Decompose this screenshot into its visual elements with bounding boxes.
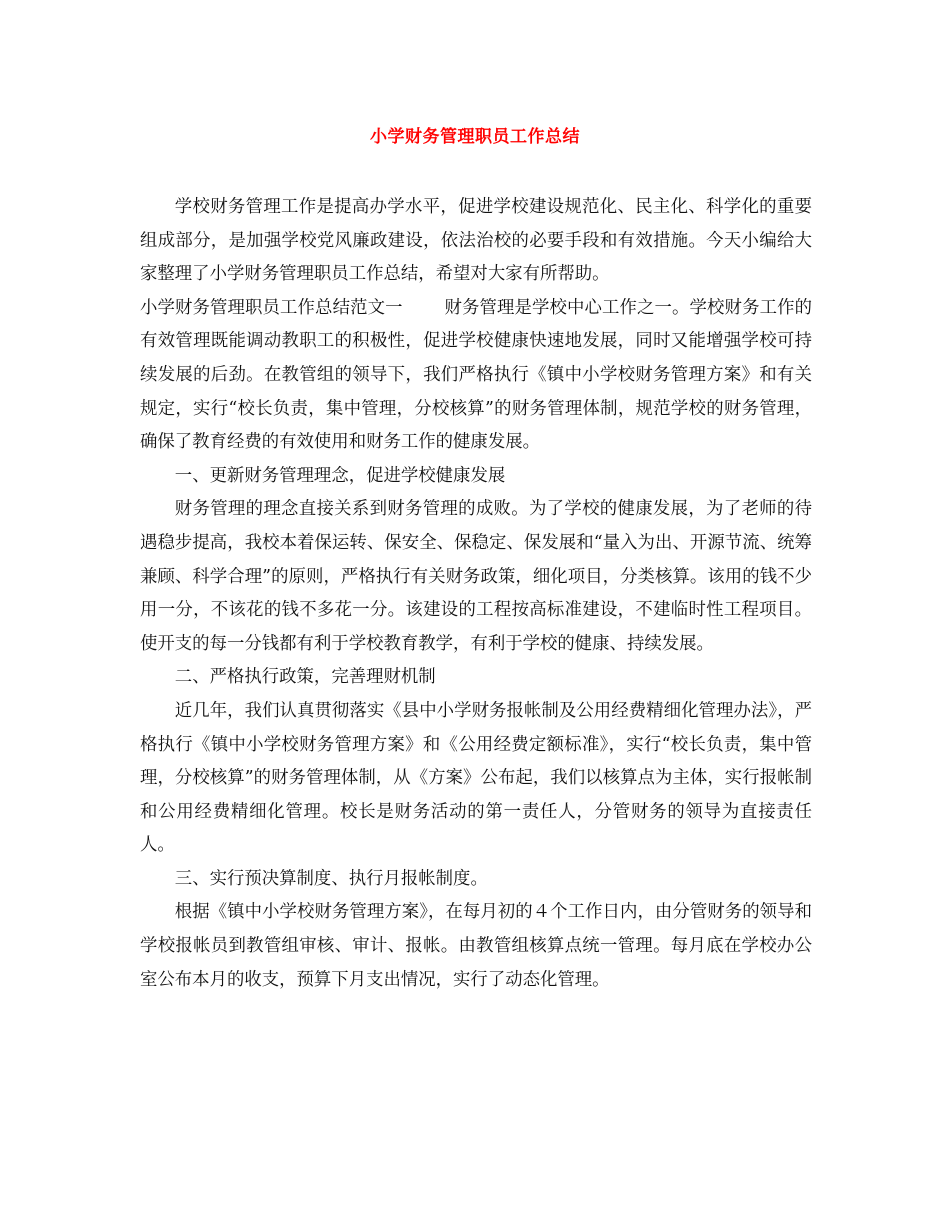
example-text: 财务管理是学校中心工作之一。学校财务工作的有效管理既能调动教职工的积极性，促进学校健康快速地发展，同时又能增强学校可持续发展的后劲。在教管组的领导下，我们严格执行《镇中小学校财务管理方案》和有关规定，实行“校长负责，集中管理，分校核算”的财务管理体制，规范学校的财务管理，确保了教育经费的有效使用和财务工作的健康发展。 bbox=[140, 297, 812, 453]
example-label: 小学财务管理职员工作总结范文一 bbox=[140, 297, 403, 318]
section2-heading: 二、严格执行政策，完善理财机制 bbox=[174, 667, 436, 688]
section2-paragraph: 近几年，我们认真贯彻落实《县中小学财务报帐制及公用经费精细化管理办法》，严格执行《镇中小学校财务管理方案》和《公用经费定额标准》，实行“校长负责，集中管理，分校核算”的财务管理体制，从《方案》公布起，我们以核算点为主体，实行报帐制和公用经费精细化管理。校长是财务活动的第一责任人，分管财务的领导为直接责任人。 bbox=[140, 700, 812, 856]
intro-paragraph: 学校财务管理工作是提高办学水平，促进学校建设规范化、民主化、科学化的重要组成部分，是加强学校党风廉政建设，依法治校的必要手段和有效措施。今天小编给大家整理了小学财务管理职员工作总结，希望对大家有所帮助。 bbox=[140, 197, 812, 285]
section3-heading: 三、实行预决算制度、执行月报帐制度。 bbox=[174, 868, 488, 889]
section1-paragraph: 财务管理的理念直接关系到财务管理的成败。为了学校的健康发展，为了老师的待遇稳步提高，我校本着保运转、保安全、保稳定、保发展和“量入为出、开源节流、统筹兼顾、科学合理”的原则，严格执行有关财务政策，细化项目，分类核算。该用的钱不少用一分，不该花的钱不多花一分。该建设的工程按高标准建设，不建临时性工程项目。使开支的每一分钱都有利于学校教育教学，有利于学校的健康、持续发展。 bbox=[140, 499, 812, 654]
document-title: 小学财务管理职员工作总结 bbox=[370, 127, 580, 147]
document-body bbox=[140, 191, 812, 997]
section1-heading: 一、更新财务管理理念，促进学校健康发展 bbox=[174, 465, 506, 486]
section3-paragraph: 根据《镇中小学校财务管理方案》，在每月初的４个工作日内，由分管财务的领导和学校报帐员到教管组审核、审计、报帐。由教管组核算点统一管理。每月底在学校办公室公布本月的收支，预算下月支出情况，实行了动态化管理。 bbox=[140, 902, 812, 990]
example-paragraph bbox=[140, 292, 812, 460]
